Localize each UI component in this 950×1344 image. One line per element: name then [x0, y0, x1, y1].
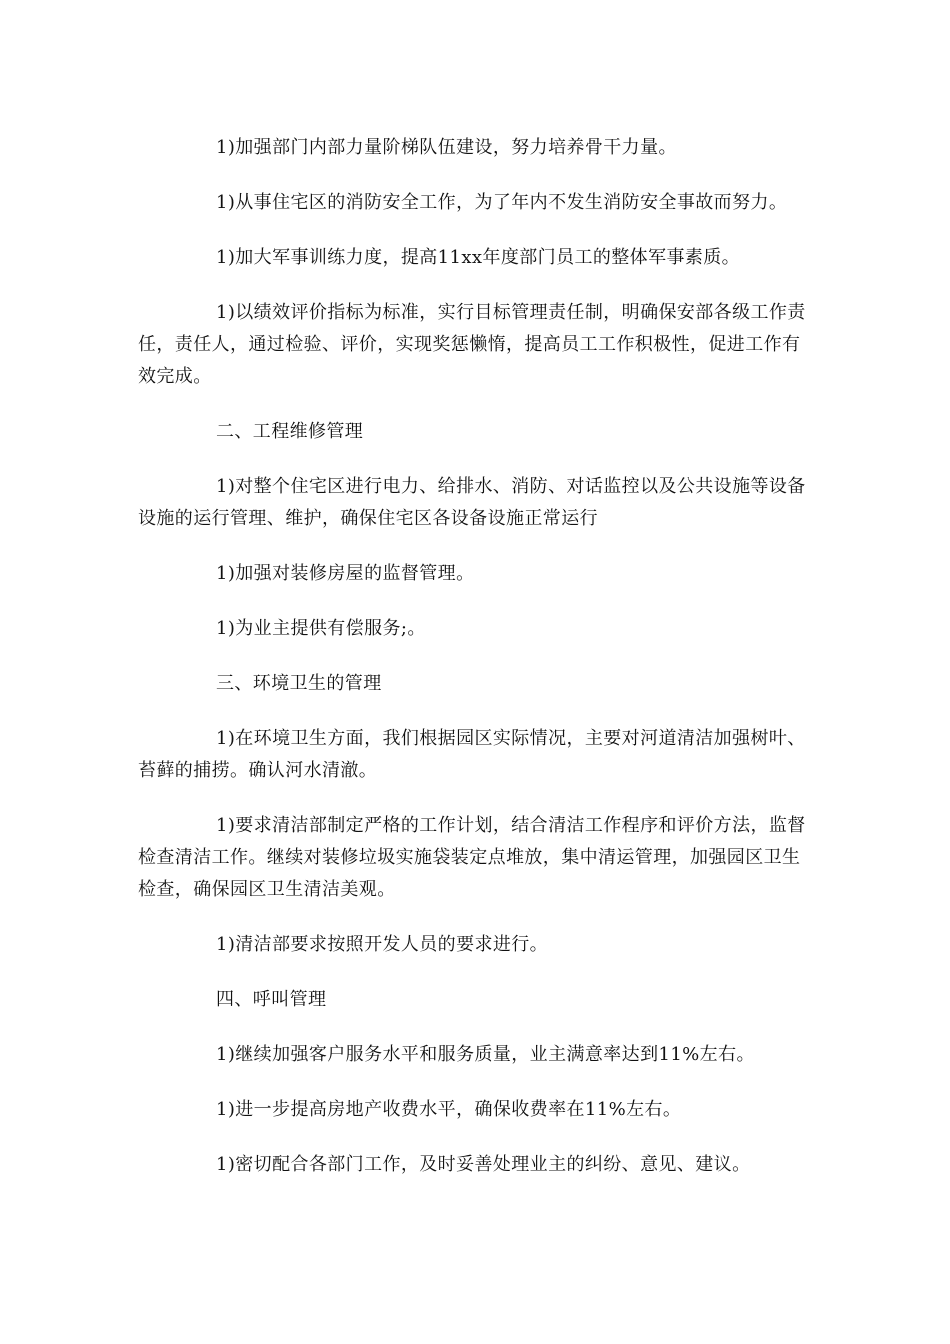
paragraph: 1)以绩效评价指标为标准，实行目标管理责任制，明确保安部各级工作责任，责任人，通过检验、评价，实现奖惩懒惰，提高员工工作积极性，促进工作有效完成。 — [138, 302, 806, 387]
paragraph: 1)密切配合各部门工作，及时妥善处理业主的纠纷、意见、建议。 — [216, 1154, 751, 1175]
paragraph: 1)加大军事训练力度，提高11xx年度部门员工的整体军事素质。 — [216, 247, 741, 268]
paragraph: 1)对整个住宅区进行电力、给排水、消防、对话监控以及公共设施等设备设施的运行管理、维护，确保住宅区各设备设施正常运行 — [138, 476, 806, 529]
section-heading-environment: 三、环境卫生的管理 — [216, 673, 382, 694]
paragraph: 1)继续加强客户服务水平和服务质量，业主满意率达到11%左右。 — [216, 1044, 755, 1065]
paragraph: 1)要求清洁部制定严格的工作计划，结合清洁工作程序和评价方法，监督检查清洁工作。继续对装修垃圾实施袋装定点堆放，集中清运管理，加强园区卫生检查，确保园区卫生清洁美观。 — [138, 815, 806, 900]
paragraph: 1)加强部门内部力量阶梯队伍建设，努力培养骨干力量。 — [216, 137, 677, 158]
paragraph: 1)为业主提供有偿服务;。 — [216, 618, 426, 639]
paragraph: 1)清洁部要求按照开发人员的要求进行。 — [216, 934, 549, 955]
paragraph: 1)从事住宅区的消防安全工作，为了年内不发生消防安全事故而努力。 — [216, 192, 788, 213]
paragraph: 1)加强对装修房屋的监督管理。 — [216, 563, 475, 584]
paragraph: 1)在环境卫生方面，我们根据园区实际情况，主要对河道清洁加强树叶、苔藓的捕捞。确认河水清澈。 — [138, 728, 806, 781]
section-heading-engineering: 二、工程维修管理 — [216, 421, 364, 442]
document-body — [138, 132, 814, 1204]
paragraph: 1)进一步提高房地产收费水平，确保收费率在11%左右。 — [216, 1099, 682, 1120]
section-heading-call-management: 四、呼叫管理 — [216, 989, 327, 1010]
